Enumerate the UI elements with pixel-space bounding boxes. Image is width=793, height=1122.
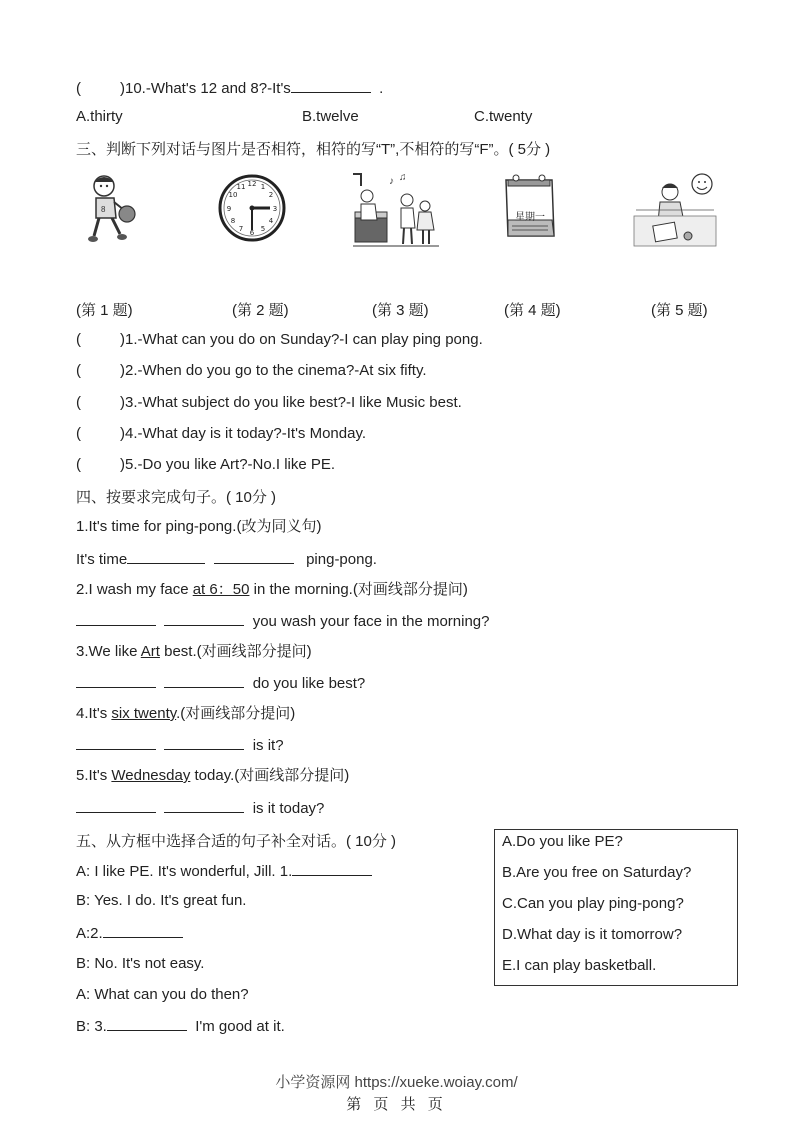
s3-item-text: )1.-What can you do on Sunday?-I can play ping pong.	[120, 331, 483, 348]
svg-text:8: 8	[101, 205, 106, 214]
svg-text:12: 12	[247, 180, 257, 188]
svg-text:8: 8	[230, 217, 236, 225]
s3-item-text: )4.-What day is it today?-It's Monday.	[120, 425, 367, 442]
answer-suffix: is it?	[252, 737, 284, 754]
s4-q1-prompt: 1.It's time for ping-pong.(改为同义句)	[76, 518, 322, 535]
s4-q2-prompt	[76, 580, 468, 600]
prompt-text: 5.It's	[76, 767, 112, 784]
answer-blank[interactable]	[164, 735, 244, 750]
box-option-c: C.Can you play ping-pong?	[502, 895, 684, 912]
dialogue-text: B: 3.	[76, 1018, 107, 1035]
dialogue-text: I'm good at it.	[195, 1018, 285, 1035]
calendar-text: 星期一	[515, 212, 545, 223]
underlined-part: Art	[140, 643, 160, 660]
answer-suffix: do you like best?	[252, 675, 366, 692]
svg-text:6: 6	[249, 229, 255, 237]
option-c: C.twenty	[474, 108, 533, 125]
s3-item-text: )2.-When do you go to the cinema?-At six fifty.	[120, 362, 427, 379]
s3-item-5	[76, 455, 335, 475]
answer-blank[interactable]	[103, 923, 183, 938]
prompt-text: .(对画线部分提问)	[176, 705, 296, 722]
boy-basketball-picture	[84, 172, 144, 250]
dialogue-line-3	[76, 923, 183, 944]
s3-item-4	[76, 424, 366, 444]
option-b: B.twelve	[302, 108, 359, 125]
dialogue-text: A:2.	[76, 925, 103, 942]
dialogue-line-4: B: No. It's not easy.	[76, 955, 205, 972]
answer-blank[interactable]	[164, 798, 244, 813]
s4-q2-answer	[76, 611, 490, 632]
s4-q4-prompt	[76, 704, 295, 724]
caption-2: (第 2 题)	[232, 302, 289, 319]
girl-drawing-picture	[632, 172, 718, 252]
underlined-part: at 6：50	[192, 581, 250, 598]
answer-blank[interactable]	[214, 549, 294, 564]
s4-q4-answer	[76, 735, 284, 756]
dialogue-line-5: A: What can you do then?	[76, 986, 249, 1003]
dialogue-line-2: B: Yes. I do. It's great fun.	[76, 892, 247, 909]
dialogue-line-6	[76, 1016, 285, 1037]
answer-paren[interactable]: (	[76, 362, 81, 379]
svg-text:♫: ♫	[399, 172, 407, 183]
answer-suffix: ping-pong.	[306, 551, 377, 568]
options-box	[494, 829, 738, 986]
section-3-title: 三、判断下列对话与图片是否相符，相符的写“T”,不相符的写“F”。( 5分 )	[76, 141, 551, 158]
s3-item-text: )3.-What subject do you like best?-I like Music best.	[120, 394, 462, 411]
caption-3: (第 3 题)	[372, 302, 429, 319]
svg-text:1: 1	[260, 183, 266, 191]
caption-5: (第 5 题)	[651, 302, 708, 319]
prompt-text: today.(对画线部分提问)	[190, 767, 350, 784]
prompt-text: 4.It's	[76, 705, 112, 722]
s4-q3-prompt	[76, 642, 312, 662]
svg-text:11: 11	[236, 183, 246, 191]
answer-blank[interactable]	[164, 673, 244, 688]
option-a: A.thirty	[76, 108, 123, 125]
prompt-text: in the morning.(对画线部分提问)	[249, 581, 468, 598]
answer-blank[interactable]	[127, 549, 205, 564]
box-option-d: D.What day is it tomorrow?	[502, 926, 683, 943]
question-10	[76, 78, 383, 99]
answer-prefix: It's time	[76, 551, 128, 568]
period: .	[379, 80, 384, 97]
footer-source: 小学资源网 https://xueke.woiay.com/	[275, 1074, 518, 1091]
svg-text:7: 7	[238, 225, 244, 233]
music-class-picture	[351, 172, 441, 252]
answer-blank[interactable]	[164, 611, 244, 626]
answer-blank[interactable]	[76, 798, 156, 813]
svg-text:2: 2	[268, 191, 274, 199]
s3-item-text: )5.-Do you like Art?-No.I like PE.	[120, 456, 336, 473]
answer-paren[interactable]: (	[76, 331, 81, 348]
s4-q5-answer	[76, 798, 324, 819]
dialogue-line-1	[76, 861, 372, 882]
box-option-e: E.I can play basketball.	[502, 957, 657, 974]
s3-item-2	[76, 361, 427, 381]
s4-q3-answer	[76, 673, 365, 694]
caption-1: (第 1 题)	[76, 302, 133, 319]
calendar-picture	[500, 172, 560, 242]
svg-text:4: 4	[268, 217, 274, 225]
clock-picture	[217, 172, 287, 244]
section-4-title: 四、按要求完成句子。( 10分 )	[76, 489, 277, 506]
s3-item-3	[76, 393, 462, 413]
answer-paren[interactable]: (	[76, 456, 81, 473]
s4-q1-answer	[76, 549, 377, 570]
box-option-b: B.Are you free on Saturday?	[502, 864, 692, 881]
caption-4: (第 4 题)	[504, 302, 561, 319]
answer-suffix: you wash your face in the morning?	[252, 613, 490, 630]
s3-item-1	[76, 330, 483, 350]
answer-paren[interactable]: (	[76, 425, 81, 442]
svg-text:3: 3	[272, 205, 278, 213]
svg-text:5: 5	[260, 225, 266, 233]
section-5-title: 五、从方框中选择合适的句子补全对话。( 10分 )	[76, 833, 397, 850]
answer-paren: (	[76, 80, 81, 97]
prompt-text: 2.I wash my face	[76, 581, 193, 598]
page-number: 第 页 共 页	[346, 1096, 447, 1113]
svg-text:♪: ♪	[389, 176, 394, 187]
s4-q5-prompt	[76, 766, 349, 786]
answer-paren[interactable]: (	[76, 394, 81, 411]
dialogue-text: A: I like PE. It's wonderful, Jill. 1.	[76, 863, 293, 880]
underlined-part: Wednesday	[111, 767, 191, 784]
question-10-text: )10.-What's 12 and 8?-It's	[120, 80, 291, 97]
answer-suffix: is it today?	[252, 800, 325, 817]
answer-blank[interactable]	[107, 1016, 187, 1031]
underlined-part: six twenty	[111, 705, 177, 722]
answer-blank[interactable]	[292, 861, 372, 876]
answer-blank[interactable]	[76, 611, 156, 626]
answer-blank[interactable]	[76, 735, 156, 750]
answer-blank[interactable]	[76, 673, 156, 688]
svg-text:10: 10	[228, 191, 238, 199]
box-option-a: A.Do you like PE?	[502, 833, 623, 850]
prompt-text: 3.We like	[76, 643, 141, 660]
answer-blank[interactable]	[291, 78, 371, 93]
prompt-text: best.(对画线部分提问)	[159, 643, 312, 660]
svg-text:9: 9	[226, 205, 232, 213]
